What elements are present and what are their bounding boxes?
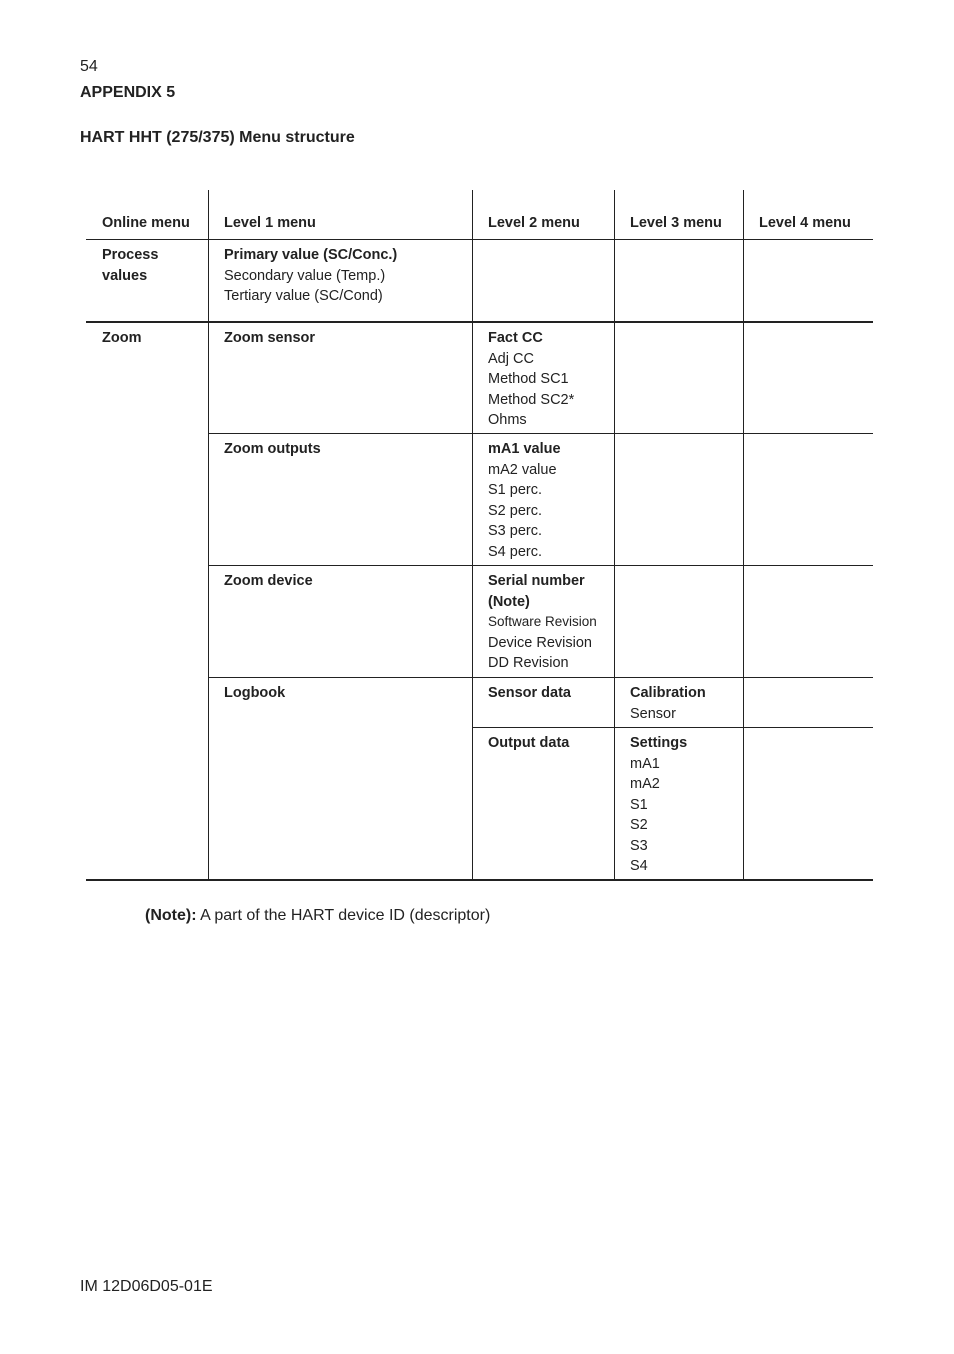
- menu-item: Zoom sensor: [224, 330, 316, 346]
- table-rule: [86, 239, 873, 240]
- level2-cell: [488, 328, 574, 431]
- column-header: Level 2 menu: [488, 215, 580, 231]
- table-rule: [208, 677, 873, 678]
- menu-item: mA2: [630, 776, 660, 792]
- footnote: [145, 907, 490, 925]
- column-header: Online menu: [102, 215, 190, 231]
- level1-cell: [224, 571, 313, 592]
- menu-item: (Note): [488, 593, 530, 610]
- menu-item: S2 perc.: [488, 502, 542, 519]
- table-rule: [86, 879, 873, 881]
- table-rule: [208, 433, 873, 434]
- menu-item: Logbook: [224, 685, 286, 701]
- menu-item: Calibration: [630, 685, 706, 701]
- menu-item: S1: [630, 796, 648, 813]
- level3-cell: [630, 733, 687, 877]
- footnote-text: A part of the HART device ID (descriptor): [196, 907, 491, 924]
- level1-cell: [224, 328, 315, 349]
- menu-item: Secondary value (Temp.): [224, 267, 386, 284]
- menu-item: S1 perc.: [488, 482, 542, 498]
- level1-cell: [224, 683, 285, 704]
- table-rule: [208, 190, 209, 880]
- level1-cell: [224, 245, 397, 307]
- menu-item: DD Revision: [488, 655, 569, 671]
- menu-item: mA1: [630, 755, 660, 772]
- menu-item: Primary value (SC/Conc.): [224, 247, 398, 263]
- table-rule: [472, 190, 473, 880]
- online-menu-label: Zoom: [102, 330, 142, 346]
- document-id: IM 12D06D05-01E: [80, 1278, 213, 1295]
- column-header: Level 1 menu: [224, 215, 316, 231]
- menu-item: S3: [630, 837, 648, 854]
- table-rule: [86, 321, 873, 323]
- level3-cell: [630, 683, 706, 724]
- menu-item: Settings: [630, 735, 688, 751]
- level2-cell: [488, 733, 569, 754]
- menu-item: mA2 value: [488, 461, 557, 478]
- menu-item: Device Revision: [488, 634, 592, 651]
- menu-item: Output data: [488, 735, 570, 751]
- menu-item: Method SC2*: [488, 391, 575, 408]
- level2-cell: [488, 439, 561, 562]
- menu-item: Fact CC: [488, 330, 543, 346]
- menu-item: Zoom device: [224, 573, 313, 589]
- menu-item: Sensor data: [488, 685, 571, 701]
- online-menu-cell: [102, 245, 158, 286]
- column-header: Level 4 menu: [759, 215, 851, 231]
- menu-item: S3 perc.: [488, 523, 542, 539]
- menu-item: Tertiary value (SC/Cond): [224, 288, 383, 304]
- appendix-heading: APPENDIX 5: [80, 84, 176, 101]
- menu-item: Ohms: [488, 412, 527, 428]
- online-menu-label: Process: [102, 247, 159, 263]
- menu-item: S4: [630, 858, 648, 874]
- table-rule: [614, 190, 615, 880]
- page-number: 54: [80, 58, 98, 75]
- menu-item: S2: [630, 817, 648, 833]
- menu-item: Software Revision: [488, 614, 597, 629]
- menu-item: S4 perc.: [488, 543, 542, 560]
- online-menu-cell: [102, 328, 141, 349]
- level1-cell: [224, 439, 321, 460]
- online-menu-label: values: [102, 267, 148, 284]
- table-rule: [208, 565, 873, 566]
- column-header: Level 3 menu: [630, 215, 722, 231]
- menu-item: Serial number: [488, 573, 585, 589]
- menu-item: Sensor: [630, 705, 676, 722]
- table-rule: [472, 727, 873, 728]
- table-rule: [743, 190, 744, 880]
- menu-item: mA1 value: [488, 441, 561, 457]
- level2-cell: [488, 571, 597, 674]
- level2-cell: [488, 683, 571, 704]
- menu-item: Method SC1: [488, 371, 569, 387]
- footnote-label: (Note):: [145, 907, 197, 924]
- section-title: HART HHT (275/375) Menu structure: [80, 129, 355, 146]
- menu-item: Zoom outputs: [224, 441, 321, 457]
- menu-item: Adj CC: [488, 350, 534, 367]
